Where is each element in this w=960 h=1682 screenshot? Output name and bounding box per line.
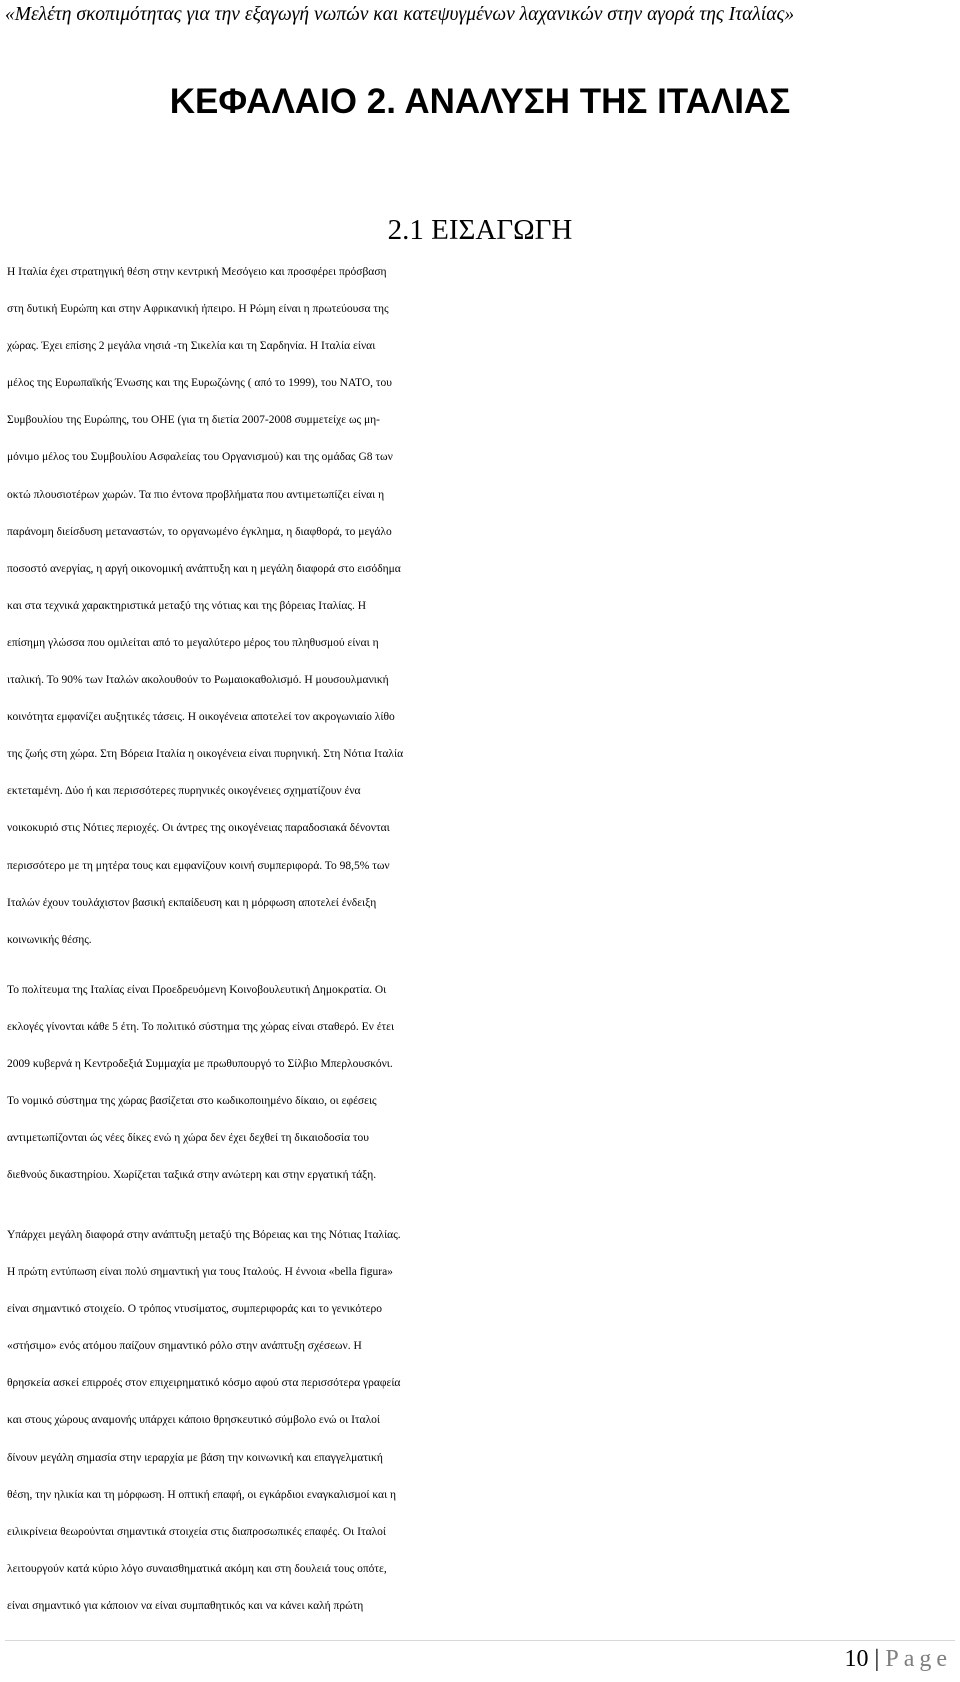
paragraph-line: 2009 κυβερνά η Κεντροδεξιά Συμμαχία με πρωθυπουργό το Σίλβιο Μπερλουσκόνι.	[7, 1058, 393, 1071]
paragraph-line: κοινωνικής θέσης.	[7, 933, 92, 946]
page-footer	[845, 1643, 952, 1675]
paragraph-line: ποσοστό ανεργίας, η αργή οικονομική ανάπτυξη και η μεγάλη διαφορά στο εισόδημα	[7, 562, 401, 575]
footer-divider	[5, 1640, 955, 1641]
paragraph-line: Η πρώτη εντύπωση είναι πολύ σημαντική για τους Ιταλούς. Η έννοια «bella figura»	[7, 1266, 393, 1279]
paragraph	[7, 254, 957, 959]
paragraph-line: Το νομικό σύστημα της χώρας βασίζεται στο κωδικοποιημένο δίκαιο, οι εφέσεις	[7, 1095, 377, 1108]
paragraph-line: θρησκεία ασκεί επιρροές στον επιχειρηματικό κόσμο αφού στα περισσότερα γραφεία	[7, 1377, 401, 1390]
chapter-title: ΚΕΦΑΛΑΙΟ 2. ΑΝΑΛΥΣΗ ΤΗΣ ΙΤΑΛΙΑΣ	[169, 82, 791, 121]
paragraph-line: επίσημη γλώσσα που ομιλείται από το μεγαλύτερο μέρος του πληθυσμού είναι η	[7, 636, 379, 649]
paragraph-line: αντιμετωπίζονται ώς νέες δίκες ενώ η χώρα δεν έχει δεχθεί τη δικαιοδοσία του	[7, 1132, 369, 1145]
paragraph	[7, 1217, 957, 1625]
paragraph-line: λειτουργούν κατά κύριο λόγο συναισθηματικά ακόμη και στη δουλειά τους οπότε,	[7, 1562, 387, 1575]
paragraph-line: δίνουν μεγάλη σημασία στην ιεραρχία με βάση την κοινωνική και επαγγελματική	[7, 1451, 383, 1464]
paragraph-line: ιταλική. Το 90% των Ιταλών ακολουθούν το Ρωμαιοκαθολισμό. Η μουσουλμανική	[7, 674, 389, 687]
paragraph-line: κοινότητα εμφανίζει αυξητικές τάσεις. Η οικογένεια αποτελεί τον ακρογωνιαίο λίθο	[7, 711, 395, 724]
paragraph	[7, 972, 957, 1195]
page-label: Page	[885, 1646, 952, 1672]
paragraph-line: και στους χώρους αναμονής υπάρχει κάποιο θρησκευτικό σύμβολο ενώ οι Ιταλοί	[7, 1414, 380, 1427]
section-title: 2.1 ΕΙΣΑΓΩΓΗ	[387, 214, 573, 246]
paragraph-line: Ιταλών έχουν τουλάχιστον βασική εκπαίδευση και η μόρφωση αποτελεί ένδειξη	[7, 896, 377, 909]
paragraph-line: και στα τεχνικά χαρακτηριστικά μεταξύ της νότιας και της βόρειας Ιταλίας. Η	[7, 599, 367, 612]
paragraph-line: περισσότερο με τη μητέρα τους και εμφανίζουν κοινή συμπεριφορά. Το 98,5% των	[7, 859, 390, 872]
paragraph-line: Συμβουλίου της Ευρώπης, του ΟΗΕ (για τη διετία 2007-2008 συμμετείχε ως μη-	[7, 414, 380, 427]
paragraph-line: Η Ιταλία έχει στρατηγική θέση στην κεντρική Μεσόγειο και προσφέρει πρόσβαση	[7, 266, 387, 278]
paragraph-line: «στήσιμο» ενός ατόμου παίζουν σημαντικό ρόλο στην ανάπτυξη σχέσεων. Η	[7, 1340, 362, 1353]
paragraph-line: Το πολίτευμα της Ιταλίας είναι Προεδρευόμενη Κοινοβουλευτική Δημοκρατία. Οι	[7, 984, 387, 996]
paragraph-line: ειλικρίνεια θεωρούνται σημαντικά στοιχεία στις διαπροσωπικές επαφές. Οι Ιταλοί	[7, 1525, 387, 1538]
paragraph-line: της ζωής στη χώρα. Στη Βόρεια Ιταλία η οικογένεια είναι πυρηνική. Στη Νότια Ιταλία	[7, 748, 404, 761]
paragraph-line: νοικοκυριό στις Νότιες περιοχές. Οι άντρες της οικογένειας παραδοσιακά δένονται	[7, 822, 390, 835]
paragraph-line: είναι σημαντικό στοιχείο. Ο τρόπος ντυσίματος, συμπεριφοράς και το γενικότερο	[7, 1303, 383, 1316]
footer-separator: |	[874, 1646, 880, 1672]
paragraph-line: εκτεταμένη. Δύο ή και περισσότερες πυρηνικές οικογένειες σχηματίζουν ένα	[7, 785, 361, 798]
paragraph-line: μόνιμο μέλος του Συμβουλίου Ασφαλείας του Οργανισμού) και της ομάδας G8 των	[7, 451, 393, 464]
paragraph-line: εκλογές γίνονται κάθε 5 έτη. Το πολιτικό σύστημα της χώρας είναι σταθερό. Εν έτει	[7, 1021, 395, 1034]
page-number: 10	[844, 1646, 869, 1672]
paragraph-line: μέλος της Ευρωπαϊκής Ένωσης και της Ευρωζώνης ( από το 1999), του ΝΑΤΟ, του	[7, 377, 392, 390]
paragraph-line: στη δυτική Ευρώπη και στην Αφρικανική ήπειρο. Η Ρώμη είναι η πρωτεύουσα της	[7, 303, 389, 316]
paragraph-line: οκτώ πλουσιοτέρων χωρών. Τα πιο έντονα προβλήματα που αντιμετωπίζει είναι η	[7, 488, 385, 501]
paragraph-line: είναι σημαντικό για κάποιον να είναι συμπαθητικός και να κάνει καλή πρώτη	[7, 1599, 364, 1612]
paragraph-line: Υπάρχει μεγάλη διαφορά στην ανάπτυξη μεταξύ της Βόρειας και της Νότιας Ιταλίας.	[7, 1229, 401, 1241]
paragraph-line: διεθνούς δικαστηρίου. Χωρίζεται ταξικά στην ανώτερη και στην εργατική τάξη.	[7, 1169, 377, 1182]
paragraph-line: θέση, την ηλικία και τη μόρφωση. Η οπτική επαφή, οι εγκάρδιοι εναγκαλισμοί και η	[7, 1488, 397, 1501]
paragraph-line: χώρας. Έχει επίσης 2 μεγάλα νησιά -τη Σικελία και τη Σαρδηνία. Η Ιταλία είναι	[7, 340, 376, 353]
paragraph-line: παράνομη διείσδυση μεταναστών, το οργανωμένο έγκλημα, η διαφθορά, το μεγάλο	[7, 525, 392, 538]
running-header: «Μελέτη σκοπιμότητας για την εξαγωγή νωπών και κατεψυγμένων λαχανικών στην αγορά της Ιταλίας»	[5, 4, 795, 25]
